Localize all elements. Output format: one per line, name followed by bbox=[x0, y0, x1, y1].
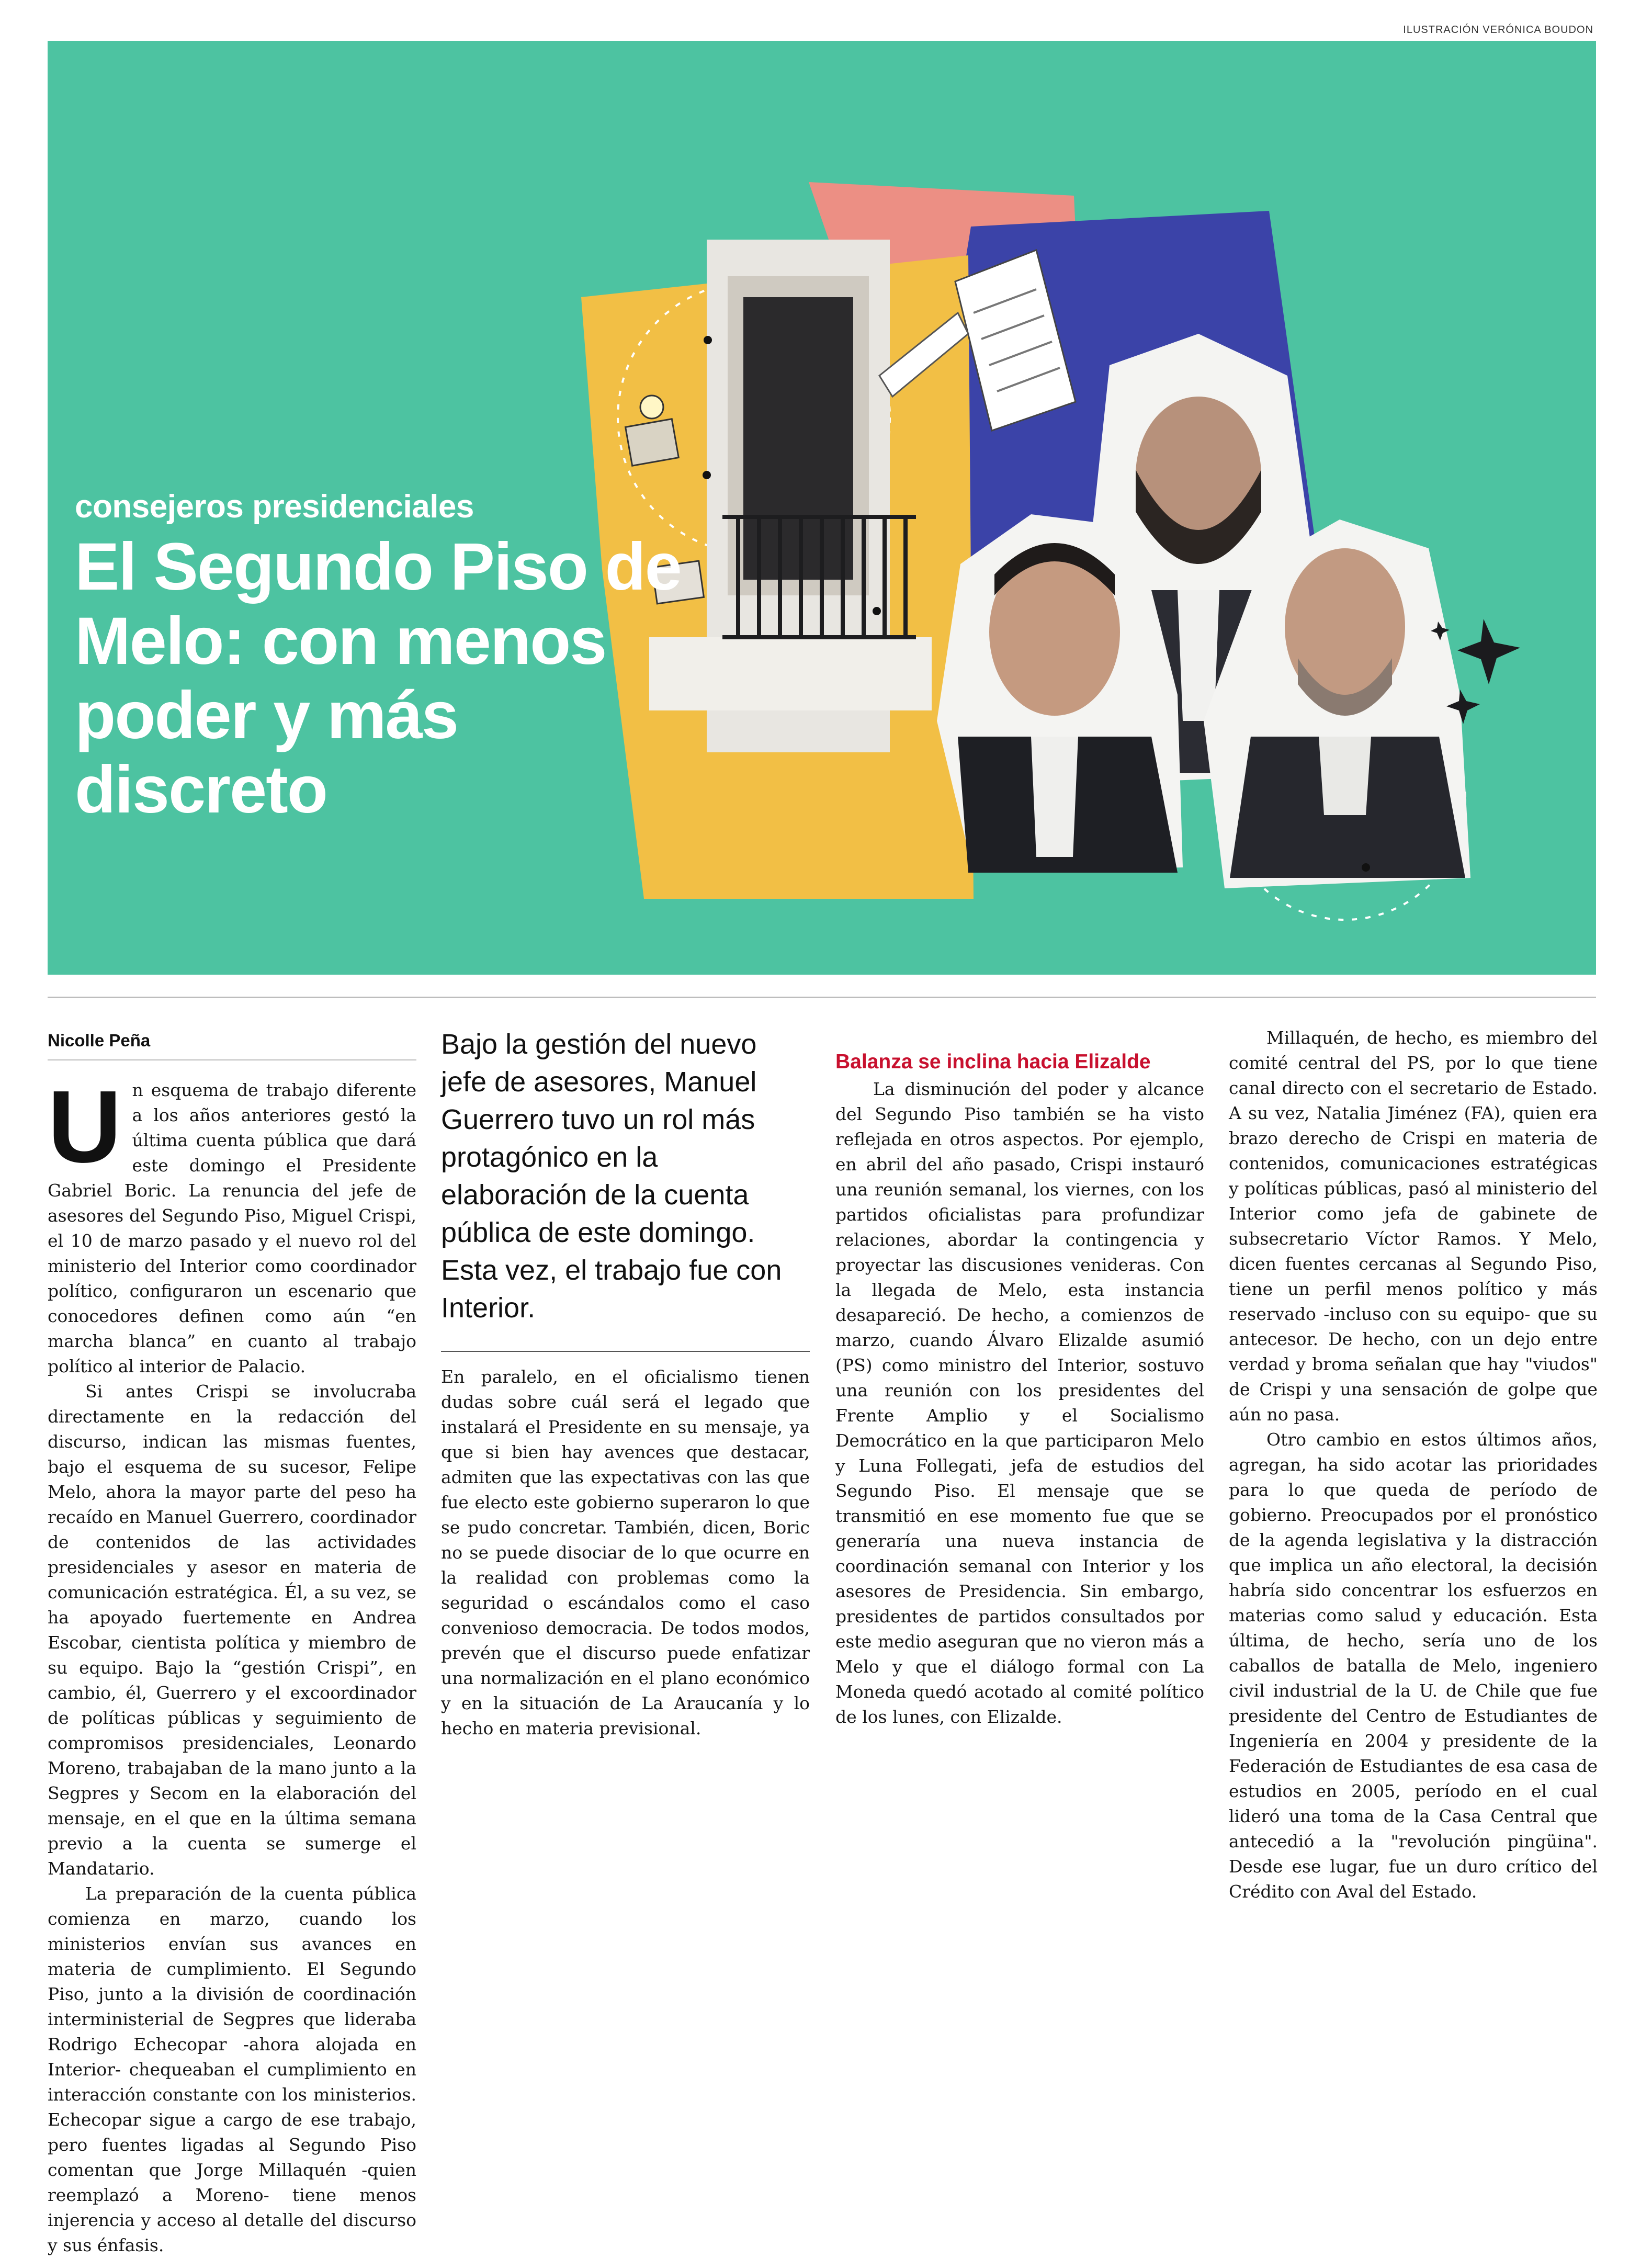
article-column-1 bbox=[48, 1069, 416, 2258]
kicker: consejeros presidenciales bbox=[75, 489, 474, 525]
article-paragraph-4: En paralelo, en el oficialismo tienen dudas sobre cuál será el legado que instalará el Presidente en su mensaje, ya que si bien hay avences que destacar, admiten que las expectativas con las que fue electo este gobierno superaron lo que se pudo concretar. También, dicen, Boric no se puede disociar de lo que ocurre en la realidad con problemas como la seguridad o escándalos como el caso convenioso democracia. De todos modos, prevén que el discurso puede enfatizar una normalización en el plano económico y en la situación de La Araucanía y lo hecho en materia previsional. bbox=[441, 1367, 810, 1738]
pull-quote-rule bbox=[441, 1351, 810, 1352]
article-paragraph-1: Un esquema de trabajo diferente a los años anteriores gestó la última cuenta pública que dará este domingo el Presidente Gabriel Boric. La renuncia del jefe de asesores del Segundo Piso, Miguel Crispi, el 10 de marzo pasado y el nuevo rol del ministerio del Interior como coordinador político, configuraron un escenario que conocedores definen como aún “en marcha blanca” en cuanto al trabajo político al interior de Palacio. bbox=[48, 1069, 416, 1376]
headline: El Segundo Piso de Melo: con menos poder y más discreto bbox=[75, 529, 681, 827]
pull-quote: Bajo la gestión del nuevo jefe de asesores, Manuel Guerrero tuvo un rol más protagónico en la elaboración de la cuenta pública de este domingo. Esta vez, el trabajo fue con Interior. bbox=[441, 1029, 782, 1324]
article-paragraph-5: La disminución del poder y alcance del Segundo Piso también se ha visto reflejada en otros aspectos. Por ejemplo, en abril del año pasado, Crispi instauró una reunión semanal, los viernes, con los partidos oficialistas para profundizar relaciones, abordar la contingencia y proyectar las discusiones venideras. Con la llegada de Melo, esta instancia desapareció. De hecho, a comienzos de marzo, cuando Álvaro Elizalde asumió (PS) como ministro del Interior, sostuvo una reunión con los presidentes del Frente Amplio y el Socialismo Democrático en la que participaron Melo y Luna Follegati, jefa de estudios del Segundo Piso. El mensaje que se transmitió en ese momento fue que se generaría una nueva instancia de coordinación semanal con Interior y los asesores de Presidencia. Sin embargo, presidentes de partidos consultados por este medio aseguran que no vieron más a Melo y que el diálogo formal con La Moneda quedó acotado al comité político de los lunes, con Elizalde. bbox=[835, 1079, 1204, 1727]
author-byline: Nicolle Peña bbox=[48, 1031, 151, 1050]
article-paragraph-3: La preparación de la cuenta pública comienza en marzo, cuando los ministerios envían sus avances en materia de cumplimiento. El Segundo Piso, junto a la división de coordinación interministerial de Segpres que lideraba Rodrigo Echecopar -ahora alojada en Interior- chequeaban el cumplimiento en interacción constante con los ministerios. Echecopar sigue a cargo de ese trabajo, pero fuentes ligadas al Segundo Piso comentan que Jorge Millaquén -quien reemplazó a Moreno- tiene menos injerencia y acceso al detalle del discurso y sus énfasis. bbox=[48, 1883, 416, 2255]
hero-illustration bbox=[48, 41, 1596, 975]
byline-rule bbox=[48, 1059, 416, 1060]
balcony-base bbox=[649, 637, 932, 710]
article-paragraph-7: Otro cambio en estos últimos años, agregan, ha sido acotar las prioridades para lo que queda de período de gobierno. Preocupados por el pronóstico de la agenda legislativa y la distracción que implica un año electoral, la decisión habría sido concentrar los esfuerzos en materias como salud y educación. Esta última, de hecho, sería uno de los caballos de batalla de Melo, ingeniero civil industrial de la U. de Chile que fue presidente del Centro de Estudiantes de Ingeniería en 2004 y presidente de la Federación de Estudiantes de esa casa de estudios en 2005, período en el cual lideró una toma de la Casa Central que antecedió a la "revolución pingüina". Desde ese lugar, fue un duro crítico del Crédito con Aval del Estado. bbox=[1229, 1429, 1598, 1902]
article-column-2 bbox=[441, 1364, 810, 1741]
separator-rule bbox=[48, 997, 1596, 998]
subhead: Balanza se inclina hacia Elizalde bbox=[835, 1051, 1151, 1073]
article-column-4 bbox=[1229, 1025, 1598, 1904]
article-column-3 bbox=[835, 1025, 1204, 1730]
article-paragraph-6: Millaquén, de hecho, es miembro del comité central del PS, por lo que tiene canal directo con el secretario de Estado. A su vez, Natalia Jiménez (FA), quien era brazo derecho de Crispi en materia de contenidos, comunicaciones estratégicas y políticas públicas, pasó al ministerio del Interior como jefa de gabinete de subsecretario Víctor Ramos. Y Melo, dicen fuentes cercanas al Segundo Piso, tiene un perfil menos político y más reservado -incluso con su equipo- que su antecesor. De hecho, con un dejo entre verdad y broma señalan que hay "viudos" de Crispi y una sensación de golpe que aún no pasa. bbox=[1229, 1028, 1598, 1425]
dropcap: U bbox=[48, 1069, 122, 1184]
illustration-credit: ILUSTRACIÓN VERÓNICA BOUDON bbox=[1403, 24, 1593, 36]
article-paragraph-2: Si antes Crispi se involucraba directamente en la redacción del discurso, indican las mismas fuentes, bajo el esquema de su sucesor, Felipe Melo, ahora la mayor parte del peso ha recaído en Manuel Guerrero, coordinador de contenidos de las actividades presidenciales y asesor en materia de comunicación estratégica. Él, a su vez, se ha apoyado fuertemente en Andrea Escobar, cientista política y miembro de su equipo. Bajo la “gestión Crispi”, en cambio, él, Guerrero y el excoordinador de políticas públicas y seguimiento de compromisos presidenciales, Leonardo Moreno, trabajaban de la mano junto a la Segpres y Secom en la elaboración del mensaje, en el que en la última semana previo a la cuenta se sumerge el Mandatario. bbox=[48, 1381, 416, 1879]
